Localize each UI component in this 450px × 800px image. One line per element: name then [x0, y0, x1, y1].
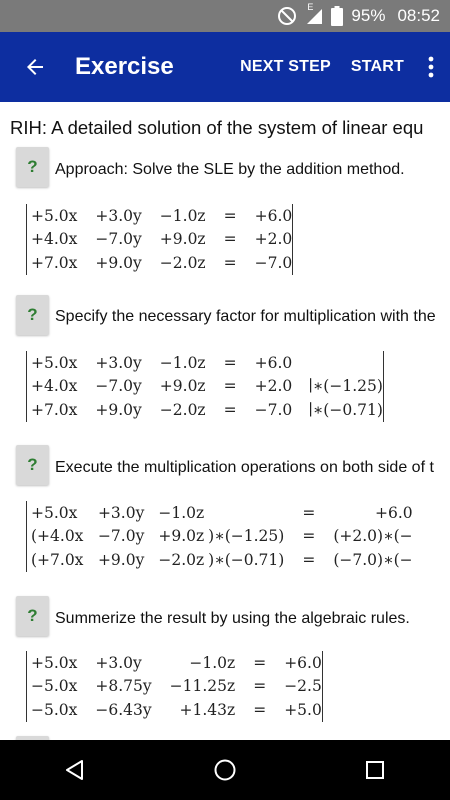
circle-home-icon [213, 758, 237, 782]
eq-term: +5.0x [31, 353, 78, 372]
eq-sign: = [223, 353, 237, 372]
eq-rhs: +6.0 [375, 503, 413, 522]
arrow-back-icon [23, 55, 47, 79]
eq-factor: )∗(−1.25) [208, 527, 285, 546]
eq-term: −2.0z [159, 253, 206, 272]
eq-sign: = [223, 377, 237, 396]
eq-rhs: +6.0 [254, 353, 293, 372]
equation-system-4 [26, 651, 323, 722]
eq-term: −11.25z [169, 677, 236, 696]
help-button-step-4[interactable]: ? [16, 596, 49, 636]
eq-term: +7.0x [31, 400, 78, 419]
eq-term: +1.43z [179, 700, 236, 719]
eq-sign: = [302, 527, 316, 546]
eq-rhs: +2.0 [254, 377, 293, 396]
battery-percent: 95% [351, 6, 386, 25]
step-3-text: Execute the multiplication operations on both side of t [55, 459, 434, 476]
nav-home-button[interactable] [195, 740, 255, 800]
matrix-bar [293, 204, 294, 275]
eq-rhs: +6.0 [254, 206, 293, 225]
eq-rhs: +2.0 [254, 230, 293, 249]
eq-sign: = [223, 400, 237, 419]
exercise-content[interactable] [0, 102, 450, 740]
eq-term: +9.0y [95, 400, 142, 419]
eq-term: +7.0x [31, 253, 78, 272]
more-options-button[interactable] [418, 32, 444, 102]
eq-rhs: (+2.0)∗(− [333, 527, 413, 546]
next-step-button[interactable]: NEXT STEP [240, 58, 331, 75]
battery-icon [331, 6, 343, 26]
start-button[interactable]: START [350, 58, 404, 75]
eq-term: (+4.0x [31, 527, 84, 546]
eq-term: −7.0y [95, 230, 142, 249]
eq-term: +5.0x [31, 206, 78, 225]
eq-term: +9.0y [97, 550, 145, 569]
system-navigation-bar [0, 740, 450, 800]
eq-term: −5.0x [31, 700, 78, 719]
eq-term: +9.0z [159, 377, 206, 396]
eq-factor: ∣∗(−0.71) [308, 400, 383, 419]
eq-term: +4.0x [31, 377, 78, 396]
eq-factor: ∣∗(−1.25) [308, 377, 383, 396]
eq-rhs: (−7.0)∗(− [333, 550, 413, 569]
step-2-text: Specify the necessary factor for multiplication with the [55, 308, 436, 325]
eq-term: +3.0y [97, 503, 145, 522]
eq-term: −7.0y [97, 527, 145, 546]
do-not-disturb-icon [277, 6, 297, 26]
eq-factor [292, 351, 383, 375]
eq-term: −2.0z [159, 400, 206, 419]
eq-sign: = [223, 253, 237, 272]
eq-term: +9.0z [158, 527, 205, 546]
eq-sign: = [253, 700, 267, 719]
clock: 08:52 [397, 6, 440, 25]
exercise-headline: RIH: A detailed solution of the system of linear equ [10, 117, 424, 138]
eq-term: +5.0x [31, 503, 78, 522]
matrix-bar [322, 651, 323, 722]
network-type: E [307, 2, 314, 12]
step-1-text: Approach: Solve the SLE by the addition method. [55, 161, 405, 178]
equation-system-1 [26, 204, 293, 275]
nav-recents-button[interactable] [345, 740, 405, 800]
eq-sign: = [302, 550, 316, 569]
square-recents-icon [363, 758, 387, 782]
back-button[interactable] [0, 32, 70, 102]
signal-icon [305, 2, 323, 25]
eq-term: −1.0z [159, 206, 206, 225]
more-vert-icon [428, 56, 434, 78]
page-title: Exercise [75, 53, 174, 80]
help-button-step-3[interactable]: ? [16, 445, 49, 485]
eq-factor: )∗(−0.71) [208, 550, 285, 569]
triangle-back-icon [63, 758, 87, 782]
app-bar [0, 32, 450, 102]
eq-factor [204, 501, 284, 525]
eq-term: +5.0x [31, 653, 78, 672]
help-button-step-1[interactable]: ? [16, 147, 49, 187]
eq-term: +9.0z [159, 230, 206, 249]
eq-sign: = [223, 230, 237, 249]
eq-rhs: −7.0 [254, 400, 293, 419]
eq-term: +9.0y [95, 253, 142, 272]
eq-sign: = [253, 653, 267, 672]
eq-term: +4.0x [31, 230, 78, 249]
step-4-text: Summerize the result by using the algebraic rules. [55, 610, 410, 627]
eq-term: −5.0x [31, 677, 78, 696]
eq-term: −1.0z [189, 653, 236, 672]
equation-system-3 [26, 501, 413, 572]
eq-term: +3.0y [95, 206, 142, 225]
eq-term: −1.0z [159, 353, 206, 372]
eq-sign: = [302, 503, 316, 522]
eq-term: −6.43y [95, 700, 152, 719]
eq-term: +8.75y [95, 677, 152, 696]
eq-rhs: +5.0 [284, 700, 322, 719]
eq-rhs: −7.0 [254, 253, 293, 272]
matrix-bar [383, 351, 384, 422]
eq-sign: = [223, 206, 237, 225]
eq-term: −7.0y [95, 377, 142, 396]
eq-term: (+7.0x [31, 550, 84, 569]
eq-sign: = [253, 677, 267, 696]
equation-system-2 [26, 351, 384, 422]
eq-rhs: −2.5 [284, 677, 322, 696]
status-bar [0, 0, 450, 32]
eq-rhs: +6.0 [284, 653, 322, 672]
eq-term: −2.0z [158, 550, 205, 569]
nav-back-button[interactable] [45, 740, 105, 800]
help-button-step-2[interactable]: ? [16, 295, 49, 335]
eq-term: −1.0z [158, 503, 205, 522]
eq-term: +3.0y [95, 653, 142, 672]
eq-term: +3.0y [95, 353, 142, 372]
